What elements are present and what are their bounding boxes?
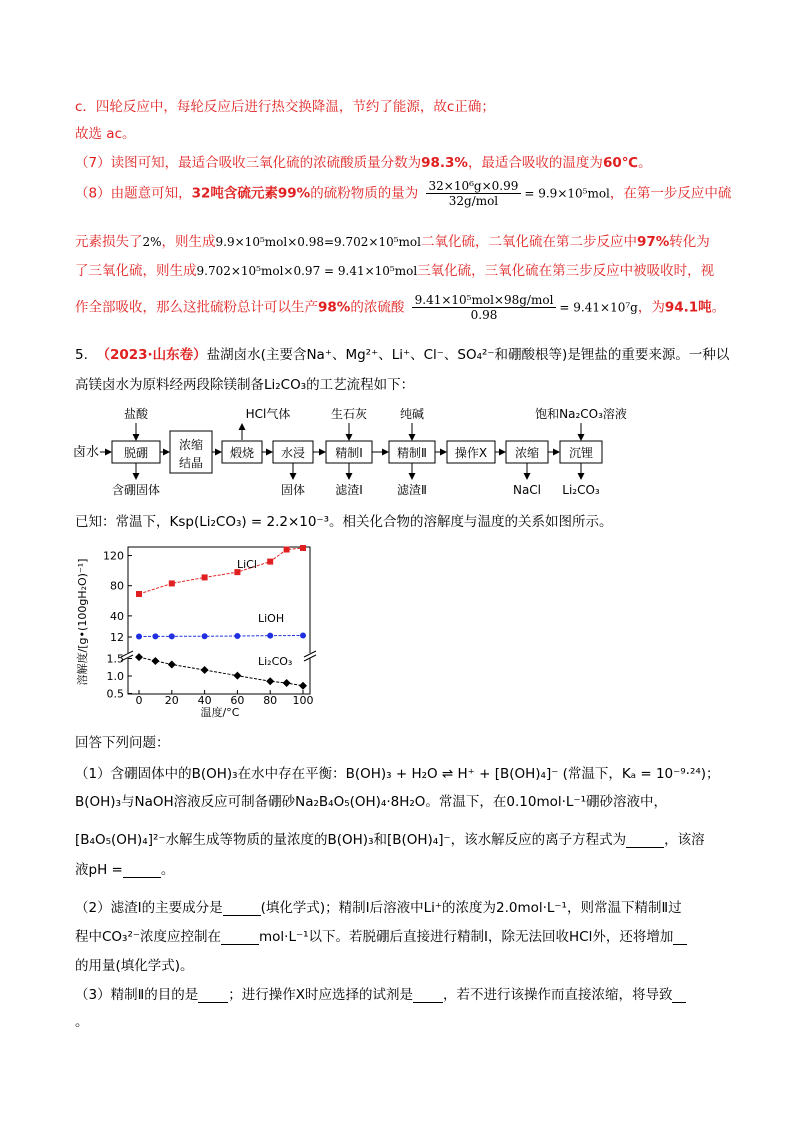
q1-line-d	[75, 864, 174, 878]
q2-a-text: （2）滤渣Ⅰ的主要成分是	[75, 900, 223, 916]
q2-a2-text: (填化学式)；精制Ⅰ后溶液中Li⁺的浓度为2.0mol·L⁻¹，则常温下精制Ⅱ过	[260, 900, 682, 916]
data-point-lioh	[267, 633, 273, 639]
data-point-licl	[169, 580, 175, 586]
flow-output-solid: 固体	[280, 483, 306, 497]
q8-d-bold: 98%	[318, 299, 351, 316]
flow-output-nacl: NaCl	[512, 483, 542, 497]
legend-licl: LiCl	[237, 558, 257, 571]
q8-line-3	[75, 265, 714, 279]
data-point-lioh	[136, 633, 142, 639]
q3-blank-purpose[interactable]	[198, 990, 228, 1003]
q8-d-pre: 作全部吸收，那么这批硫粉总计可以生产	[75, 299, 318, 316]
x-tick-label: 80	[263, 694, 278, 707]
q8-fraction-1	[426, 180, 522, 207]
q8-d-end: 。	[711, 299, 726, 316]
q5-number: 5.	[75, 347, 88, 363]
data-point-lioh	[202, 633, 208, 639]
q8-b-pre: 元素损失了	[75, 234, 143, 250]
flow-input-hcl: 盐酸	[123, 407, 149, 421]
q1-d-end: 。	[160, 862, 175, 878]
flow-box-refine-1-label: 精制Ⅰ	[335, 446, 363, 460]
q8-frac2-result: = 9.41×10⁷g	[559, 300, 638, 315]
q8-d-sep: ，为	[637, 299, 665, 316]
q8-a-end: ，在第一步反应中硫	[609, 185, 732, 202]
q3-blank-reagent[interactable]	[413, 990, 443, 1003]
flow-box-calcine-label: 煅烧	[229, 446, 255, 460]
q8-frac2-den: 0.98	[470, 308, 498, 322]
q8-b-bold: 97%	[636, 234, 670, 250]
q1-c-text: [B₄O₅(OH)₄]²⁻水解生成等物质的量浓度的B(OH)₃和[B(OH)₄]⁻，该水解反应的离子方程式为	[75, 832, 627, 848]
q3-line-b: 。	[75, 1014, 89, 1030]
q8-a-pre: （8）由题意可知，	[75, 185, 192, 202]
q2-b2-text: mol·L⁻¹以下。若脱硼后直接进行精制Ⅰ，除无法回收HCl外，还将增加	[259, 929, 674, 945]
chart-ylabel: 溶解度/[g•(100gH₂O)⁻¹]	[76, 558, 89, 686]
series-line-licl	[139, 548, 303, 594]
q3-a3-text: ，若不进行该操作而直接浓缩，将导致	[442, 987, 673, 1003]
q8-c-pre: 了三氧化硫，则生成	[75, 263, 197, 279]
data-point-lico	[201, 666, 209, 674]
data-point-lioh	[234, 633, 240, 639]
data-point-lico	[151, 657, 159, 665]
y-tick-label: 120	[103, 549, 124, 563]
solubility-chart	[70, 540, 330, 730]
flow-box-deboron-label: 脱硼	[123, 446, 149, 460]
q2-line-a	[75, 902, 682, 916]
q1-blank-ph[interactable]	[123, 865, 161, 878]
q2-blank-residue[interactable]	[223, 903, 261, 916]
q2-line-b	[75, 931, 687, 945]
flow-input-soda: 纯碱	[399, 407, 425, 421]
y-tick-label: 1.5	[106, 652, 124, 666]
q7-solution	[75, 157, 652, 171]
q8-frac1-result: = 9.9×10⁵mol	[524, 186, 610, 201]
q8-frac2-num: 9.41×10⁵mol×98g/mol	[412, 294, 557, 308]
flow-box-operation-x-label: 操作X	[454, 446, 488, 460]
q5-known-line: 已知：常温下，Ksp(Li₂CO₃) = 2.2×10⁻³。相关化合物的溶解度与温度的关系如图所示。	[75, 514, 613, 530]
q2-blank-reagent[interactable]	[673, 932, 687, 945]
data-point-lioh	[152, 633, 158, 639]
q8-frac1-num: 32×10⁶g×0.99	[426, 180, 522, 194]
x-tick-label: 60	[230, 694, 245, 707]
flow-box-refine-2-label: 精制Ⅱ	[397, 446, 427, 460]
data-point-licl	[267, 559, 273, 565]
q5-intro-1: 盐湖卤水(主要含Na⁺、Mg²⁺、Li⁺、Cl⁻、SO₄²⁻和硼酸根等)是锂盐的重要来源。一种以	[206, 347, 730, 363]
q8-line-1	[75, 180, 731, 207]
q8-frac1-den: 32g/mol	[448, 194, 499, 208]
flow-box-water-leach-label: 水浸	[280, 446, 306, 460]
q3-blank-result[interactable]	[672, 990, 686, 1003]
q8-line-2	[75, 236, 710, 250]
q7-prefix: （7）读图可知，最适合吸收三氧化硫的浓硫酸质量分数为	[75, 155, 422, 171]
q1-c-end: ，该溶	[664, 832, 705, 848]
q1-line-c	[75, 834, 705, 848]
q2-blank-concentration[interactable]	[221, 932, 259, 945]
process-flow-diagram	[70, 400, 630, 502]
q5-intro-line-1	[75, 349, 729, 363]
flow-output-hcl-gas: HCl气体	[245, 407, 291, 421]
legend-lioh: LiOH	[258, 612, 285, 625]
y-tick-label: 12	[110, 631, 124, 644]
q8-b-end: 转化为	[669, 234, 710, 250]
data-point-lico	[168, 660, 176, 668]
data-point-licl	[202, 574, 208, 580]
q1-blank-equation[interactable]	[626, 835, 664, 848]
x-tick-label: 0	[135, 694, 143, 707]
y-tick-label: 0.5	[106, 687, 124, 701]
data-point-licl	[300, 545, 306, 551]
chart-xlabel: 温度/°C	[200, 706, 240, 719]
legend-li2co3: Li₂CO₃	[258, 655, 293, 668]
flow-output-li2co3: Li₂CO₃	[562, 483, 600, 497]
flow-box-concentrate-2-label: 浓缩	[514, 446, 540, 460]
chart-x-ticks	[136, 690, 314, 707]
q7-value-2: 60℃	[602, 155, 639, 171]
data-point-licl	[284, 547, 290, 553]
x-tick-label: 40	[197, 694, 212, 707]
q8-d-val: 94.1吨	[664, 299, 712, 316]
x-tick-label: 100	[292, 694, 314, 707]
q7-end: 。	[638, 155, 652, 171]
q8-b-expr: 9.9×10⁵mol×0.98=9.702×10⁵mol	[215, 235, 421, 249]
q7-value-1: 98.3%	[421, 155, 468, 171]
q1-line-b: B(OH)₃与NaOH溶液反应可制备硼砂Na₂B₄O₅(OH)₄·8H₂O。常温下，在0.10mol·L⁻¹硼砂溶液中，	[75, 794, 667, 810]
q7-mid: ，最适合吸收的温度为	[467, 155, 603, 171]
q8-a-mid: 的硫粉物质的量为	[310, 185, 419, 202]
flow-output-residue-2: 滤渣Ⅱ	[397, 483, 427, 497]
flow-output-residue-1: 滤渣Ⅰ	[335, 483, 363, 497]
y-tick-label: 80	[110, 579, 124, 593]
q8-line-4	[75, 294, 725, 321]
y-tick-label: 1.0	[106, 670, 124, 683]
data-point-lico	[283, 679, 291, 687]
data-point-lico	[299, 682, 307, 690]
flow-box-precipitate-li-label: 沉锂	[568, 446, 594, 460]
q8-fraction-2	[412, 294, 557, 321]
flow-input-na2co3: 饱和Na₂CO₃溶液	[535, 407, 627, 421]
q8-c-end: 三氧化硫，三氧化硫在第三步反应中被吸收时，视	[417, 263, 715, 279]
q3-a-text: （3）精制Ⅱ的目的是	[75, 987, 199, 1003]
q8-b-pct: 2%	[142, 235, 162, 249]
y-tick-label: 40	[110, 609, 124, 623]
q3-a2-text: ；进行操作X时应选择的试剂是	[228, 987, 413, 1003]
series-line-lioh	[139, 635, 303, 636]
q8-d-mid: 的浓硫酸	[350, 299, 405, 316]
flow-output-boron-solid: 含硼固体	[111, 483, 161, 497]
q1-d-text: 液pH =	[75, 862, 123, 878]
flow-start-label: 卤水	[73, 445, 100, 460]
q2-b-text: 程中CO₃²⁻浓度应控制在	[75, 929, 222, 945]
data-point-lico	[233, 672, 241, 680]
data-point-licl	[136, 591, 142, 597]
q3-line-a	[75, 989, 686, 1003]
flow-box-concentrate-label-2: 结晶	[178, 456, 204, 470]
q1-line-a: （1）含硼固体中的B(OH)₃在水中存在平衡：B(OH)₃ + H₂O ⇌ H⁺ + [B(OH)₄]⁻ (常温下，Kₐ = 10⁻⁹·²⁴)；	[75, 766, 720, 782]
flow-box-concentrate-label-1: 浓缩	[178, 438, 204, 452]
data-point-lioh	[169, 633, 175, 639]
flow-input-quicklime: 生石灰	[330, 407, 368, 421]
data-point-lico	[266, 677, 274, 685]
x-tick-label: 20	[164, 694, 179, 707]
q8-b-mid2: 二氧化硫，二氧化硫在第二步反应中	[420, 234, 637, 250]
solution-c-line: c．四轮反应中，每轮反应后进行热交换降温，节约了能源，故c正确；	[75, 99, 495, 115]
solution-answer-line: 故选 ac。	[75, 126, 136, 142]
q8-c-expr: 9.702×10⁵mol×0.97 = 9.41×10⁵mol	[196, 264, 418, 278]
q8-b-mid1: ，则生成	[161, 234, 216, 250]
q5-source: （2023·山东卷）	[96, 347, 207, 363]
q2-line-c: 的用量(填化学式)。	[75, 958, 194, 974]
q8-a-bold: 32吨含硫元素99%	[191, 185, 311, 202]
q5-intro-line-2: 高镁卤水为原料经两段除镁制备Li₂CO₃的工艺流程如下：	[75, 377, 415, 393]
data-point-lioh	[300, 632, 306, 638]
questions-intro: 回答下列问题：	[75, 735, 170, 751]
